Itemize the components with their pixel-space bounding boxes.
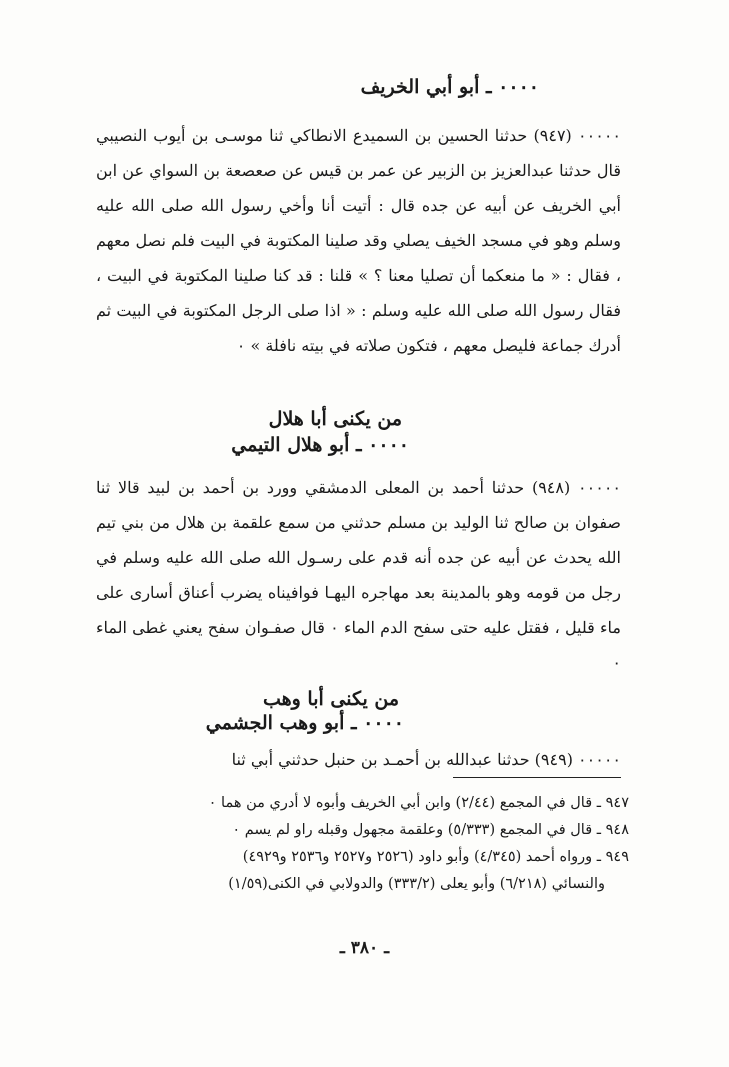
section-heading-abu-abi-al-kharif: ٠٠٠٠ ـ أبو أبي الخريف — [360, 76, 539, 98]
footnote-separator — [453, 777, 621, 778]
footnote-949-line-2: والنسائي (٦/٢١٨) وأبو يعلى (٣٣٣/٢) والدولابي في الكنى(١/٥٩) — [228, 876, 605, 892]
group-heading-abu-hilal: من يكنى أبا هلال — [268, 408, 402, 430]
group-heading-abu-wahb: من يكنى أبا وهب — [262, 688, 399, 710]
page-number: ـ ٣٨٠ ـ — [339, 938, 390, 958]
footnote-948: ٩٤٨ ـ قال في المجمع (٥/٣٣٣) وعلقمة مجهول وقبله راو لم يسم ٠ — [232, 822, 629, 838]
footnotes — [89, 790, 629, 898]
hadith-text-948: ٠٠٠٠٠ (٩٤٨) حدثنا أحمد بن المعلى الدمشقي وورد بن أحمد بن لبيد قالا ثنا صفوان بن صالح ثنا الوليد بن مسلم حدثني من سمع علقمة بن هلال من بني تيم الله يحدث عن أبيه عن جده أنه قدم على رسـول الله صلى الله عليه وسلم في رجل من قومه وهو بالمدينة بعد مهاجره اليهـا فوافيناه يضرب أعناق أسارى على ماء قليل ، فقتل عليه حتى سفح الدم الماء ٠ قال صفـوان سفح يعني غطى الماء ٠ — [96, 478, 622, 672]
hadith-paragraph-949 — [96, 742, 621, 777]
hadith-paragraph-948 — [96, 470, 621, 680]
section-heading-abu-wahb-al-jushami: ٠٠٠٠ ـ أبو وهب الجشمي — [205, 712, 404, 734]
footnote-947: ٩٤٧ ـ قال في المجمع (٢/٤٤) وابن أبي الخريف وأبوه لا أدري من هما ٠ — [208, 795, 629, 811]
hadith-paragraph-947 — [96, 118, 621, 363]
hadith-text-949: ٠٠٠٠٠ (٩٤٩) حدثنا عبدالله بن أحمـد بن حنبل حدثني أبي ثنا — [231, 750, 621, 769]
hadith-text-947: ٠٠٠٠٠ (٩٤٧) حدثنا الحسين بن السميدع الانطاكي ثنا موسـى بن أيوب النصيبي قال حدثنا عبدالعزيز بن الزبير عن عمر بن قيس عن صعصعة بن السواي عن ابن أبي الخريف عن أبيه عن جده قال : أتيت أنا وأخي رسول الله صلى الله عليه وسلم وهو في مسجد الخيف يصلي وقد صلينا المكتوبة في البيت فلم نصل معهم ، فقال : « ما منعكما أن تصليا معنا ؟ » قلنا : قد كنا صلينا المكتوبة في البيت ، فقال رسول الله صلى الله عليه وسلم : « اذا صلى الرجل المكتوبة في البيت ثم أدرك جماعة فليصل معهم ، فتكون صلاته في بيته نافلة » ٠ — [96, 126, 622, 355]
footnote-949-line-1: ٩٤٩ ـ ورواه أحمد (٤/٣٤٥) وأبو داود (٢٥٢٦ و٢٥٢٧ و٢٥٣٦ و٤٩٢٩) — [242, 849, 629, 865]
section-heading-abu-hilal-al-taymi: ٠٠٠٠ ـ أبو هلال التيمي — [231, 434, 409, 456]
